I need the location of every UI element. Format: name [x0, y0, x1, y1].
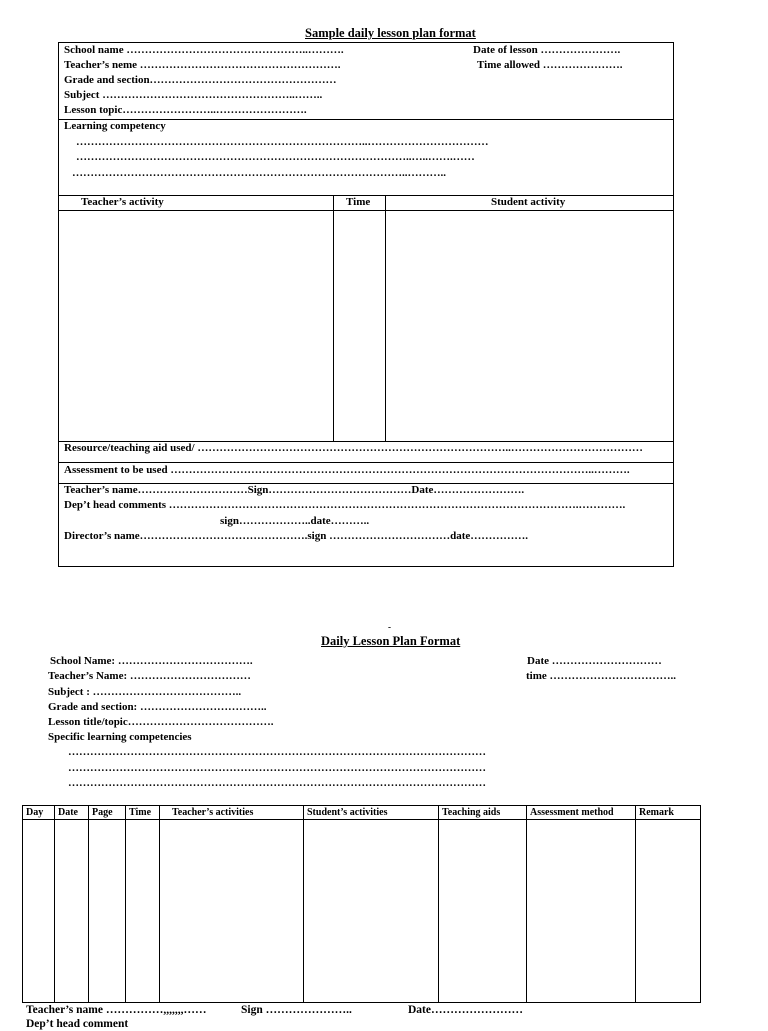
form1-competency-line[interactable]: ………………………………………………………………………………..…..…….……: [76, 151, 475, 163]
form1-grade-section-field[interactable]: Grade and section……………………………………………: [64, 74, 337, 86]
form1-competency-line[interactable]: ……………………………………………………………………..……………………………: [76, 136, 489, 148]
form2-subject-field[interactable]: Subject : …………………………………..: [48, 686, 242, 698]
form1-learning-competency-label: Learning competency: [64, 120, 166, 132]
divider: [58, 462, 674, 463]
form2-footer-teacher-name[interactable]: Teacher’s name ……………,,,,,,,……: [26, 1004, 207, 1016]
form2-assessment-method-cell[interactable]: [527, 820, 636, 1003]
form2-teacher-name-field[interactable]: Teacher’s Name: ……………………………: [48, 670, 251, 682]
form2-header-teaching-aids: Teaching aids: [439, 806, 527, 820]
form1-student-activity-cell[interactable]: [386, 211, 673, 441]
form2-specific-competencies-label: Specific learning competencies: [48, 731, 192, 743]
form1-lesson-topic-field[interactable]: Lesson topic……………………..…………………….: [64, 104, 307, 116]
form2-header-time: Time: [126, 806, 160, 820]
form1-school-name-field[interactable]: School name …………………………………………..……….: [64, 44, 344, 56]
form1-time-cell[interactable]: [334, 211, 385, 441]
form2-student-activities-cell[interactable]: [304, 820, 439, 1003]
form2-grade-section-field[interactable]: Grade and section: ……………………………..: [48, 701, 267, 713]
form2-lesson-title-field[interactable]: Lesson title/topic………………………………….: [48, 716, 274, 728]
form1-subject-field[interactable]: Subject ……………………………………………..……..: [64, 89, 323, 101]
form2-date-field[interactable]: Date …………………………: [527, 655, 662, 667]
form2-teaching-aids-cell[interactable]: [439, 820, 527, 1003]
form2-teacher-activities-cell[interactable]: [160, 820, 304, 1003]
form2-school-name-field[interactable]: School Name: ……………………………….: [50, 655, 253, 667]
form2-page-cell[interactable]: [89, 820, 126, 1003]
form1-dept-head-comments[interactable]: Dep’t head comments ………………………………………………………………………………………………….………….: [64, 499, 626, 511]
form2-header-date: Date: [55, 806, 89, 820]
form2-footer-dept-head-comment[interactable]: Dep’t head comment: [26, 1018, 129, 1030]
form1-header-student-activity: Student activity: [491, 196, 566, 208]
form1-director-row[interactable]: Director’s name……………………………………….sign ……………………………date…………….: [64, 530, 529, 542]
form2-time-field[interactable]: time ……………………………..: [526, 670, 677, 682]
form2-competency-line[interactable]: ……………………………………………………………………………………………………: [68, 746, 486, 758]
form2-header-student-activities: Student’s activities: [304, 806, 439, 820]
form1-dept-sign-date[interactable]: sign………………..date………..: [220, 515, 370, 527]
form2-header-page: Page: [89, 806, 126, 820]
form2-header-teacher-activities: Teacher’s activities: [160, 806, 304, 820]
form1-assessment-field[interactable]: Assessment to be used ……………………………………………………………………………………………………..……….: [64, 464, 630, 476]
form1-header-time: Time: [346, 196, 371, 208]
form2-header-remark: Remark: [636, 806, 701, 820]
form2-day-cell[interactable]: [23, 820, 55, 1003]
form1-teacher-sign-row[interactable]: Teacher’s name…………………………Sign…………………………………Date…………………….: [64, 484, 525, 496]
form1-teacher-name-field[interactable]: Teacher’s neme ……………………………………………….: [64, 59, 341, 71]
form2-lesson-table: [22, 805, 701, 1003]
form2-dash: -: [388, 622, 391, 632]
form2-footer-date[interactable]: Date……………………: [408, 1004, 523, 1016]
form1-teacher-activity-cell[interactable]: [59, 211, 333, 441]
form1-resource-field[interactable]: Resource/teaching aid used/ …………………………………………………………………………..………………………………: [64, 442, 643, 454]
form2-competency-line[interactable]: ……………………………………………………………………………………………………: [68, 777, 486, 789]
form2-title: Daily Lesson Plan Format: [321, 634, 461, 648]
form2-remark-cell[interactable]: [636, 820, 701, 1003]
form1-date-of-lesson-field[interactable]: Date of lesson ………………….: [473, 44, 621, 56]
form2-competency-line[interactable]: ……………………………………………………………………………………………………: [68, 762, 486, 774]
form1-header-teacher-activity: Teacher’s activity: [81, 196, 164, 208]
form1-time-allowed-field[interactable]: Time allowed ………………….: [477, 59, 623, 71]
form1-competency-line[interactable]: ………………………………………………………………………………..………..: [72, 167, 446, 179]
form2-header-assessment-method: Assessment method: [527, 806, 636, 820]
form2-footer-sign[interactable]: Sign …………………..: [241, 1004, 352, 1016]
form1-title: Sample daily lesson plan format: [305, 26, 476, 40]
form2-date-cell[interactable]: [55, 820, 89, 1003]
form2-header-day: Day: [23, 806, 55, 820]
form2-time-cell[interactable]: [126, 820, 160, 1003]
